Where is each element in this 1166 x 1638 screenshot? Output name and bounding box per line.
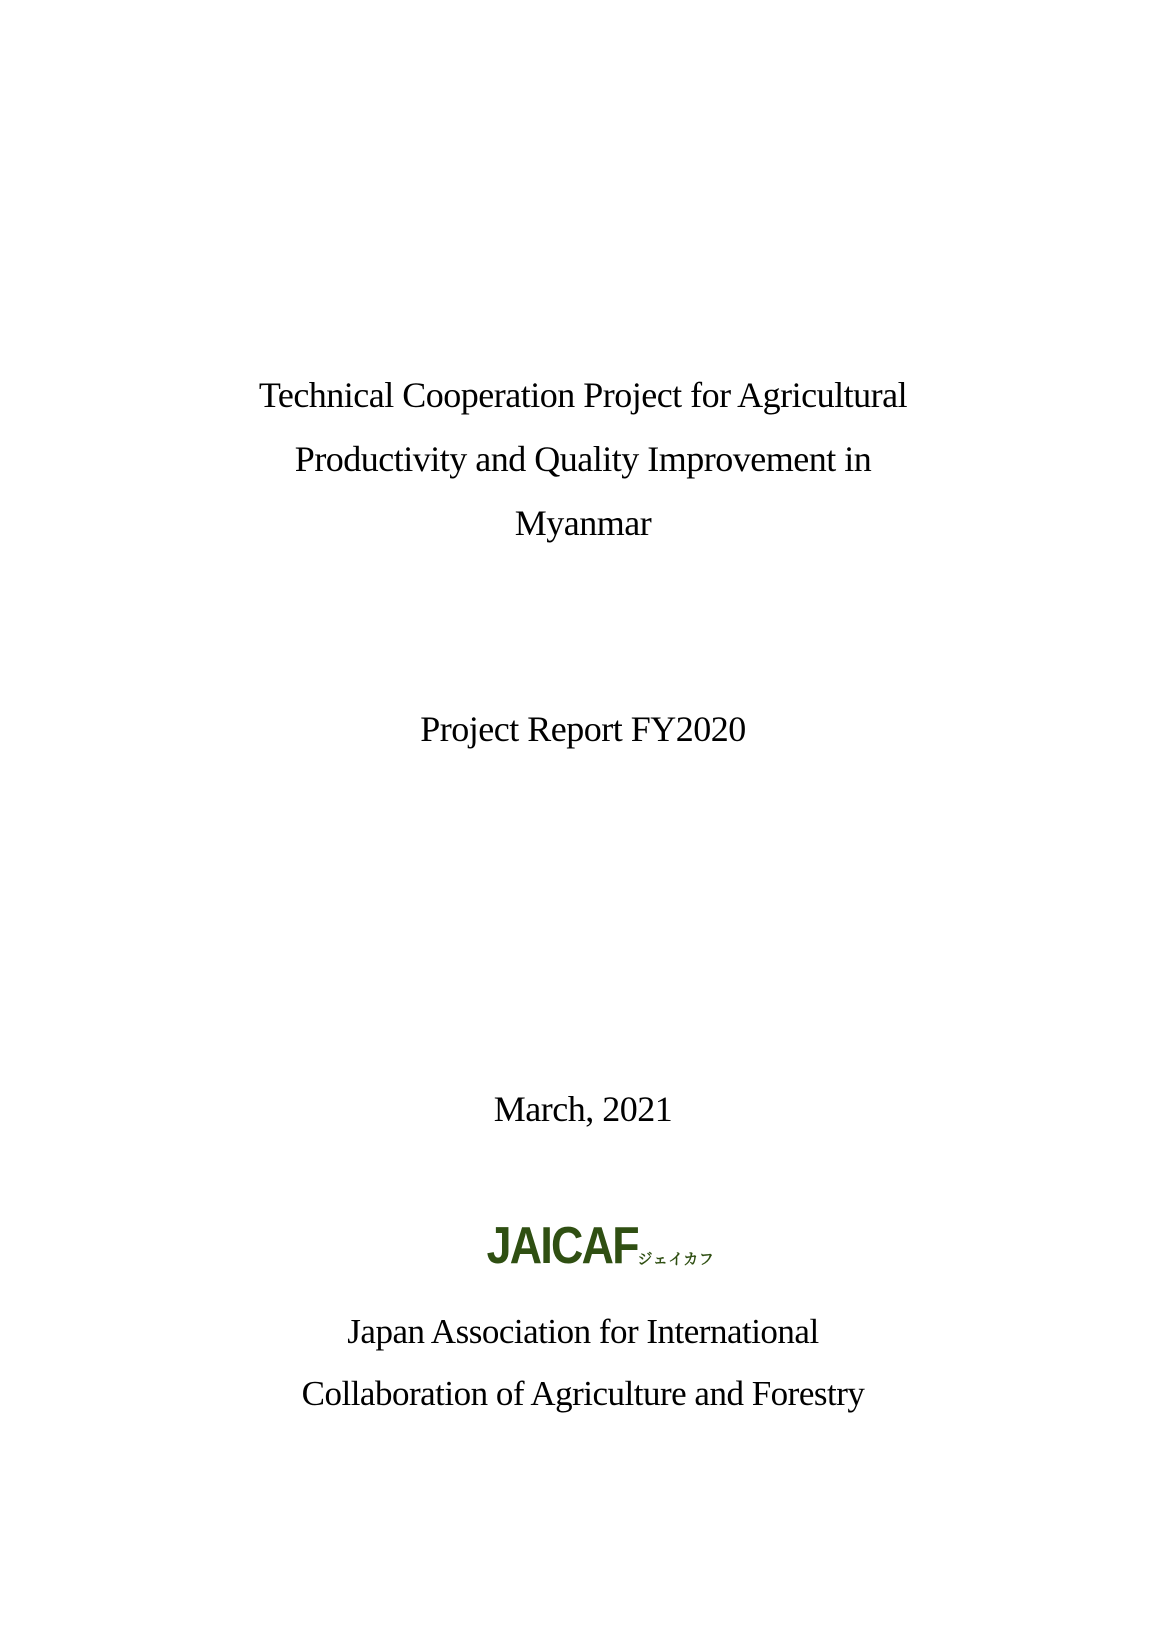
title-line-1: Technical Cooperation Project for Agricultural xyxy=(258,375,908,415)
report-title: Project Report FY2020 xyxy=(420,709,746,749)
logo-wordmark xyxy=(462,1218,715,1274)
logo-text: JAICAF xyxy=(486,1217,638,1275)
organization-line-1: Japan Association for International xyxy=(347,1312,819,1351)
title-line-2: Productivity and Quality Improvement in xyxy=(294,439,872,479)
report-date: March, 2021 xyxy=(493,1089,673,1129)
jaicaf-logo xyxy=(0,1218,1166,1278)
organization-line-2: Collaboration of Agriculture and Forestry xyxy=(301,1374,865,1413)
logo-kana: ジェイカフ xyxy=(637,1250,715,1268)
title-line-3: Myanmar xyxy=(514,503,652,543)
